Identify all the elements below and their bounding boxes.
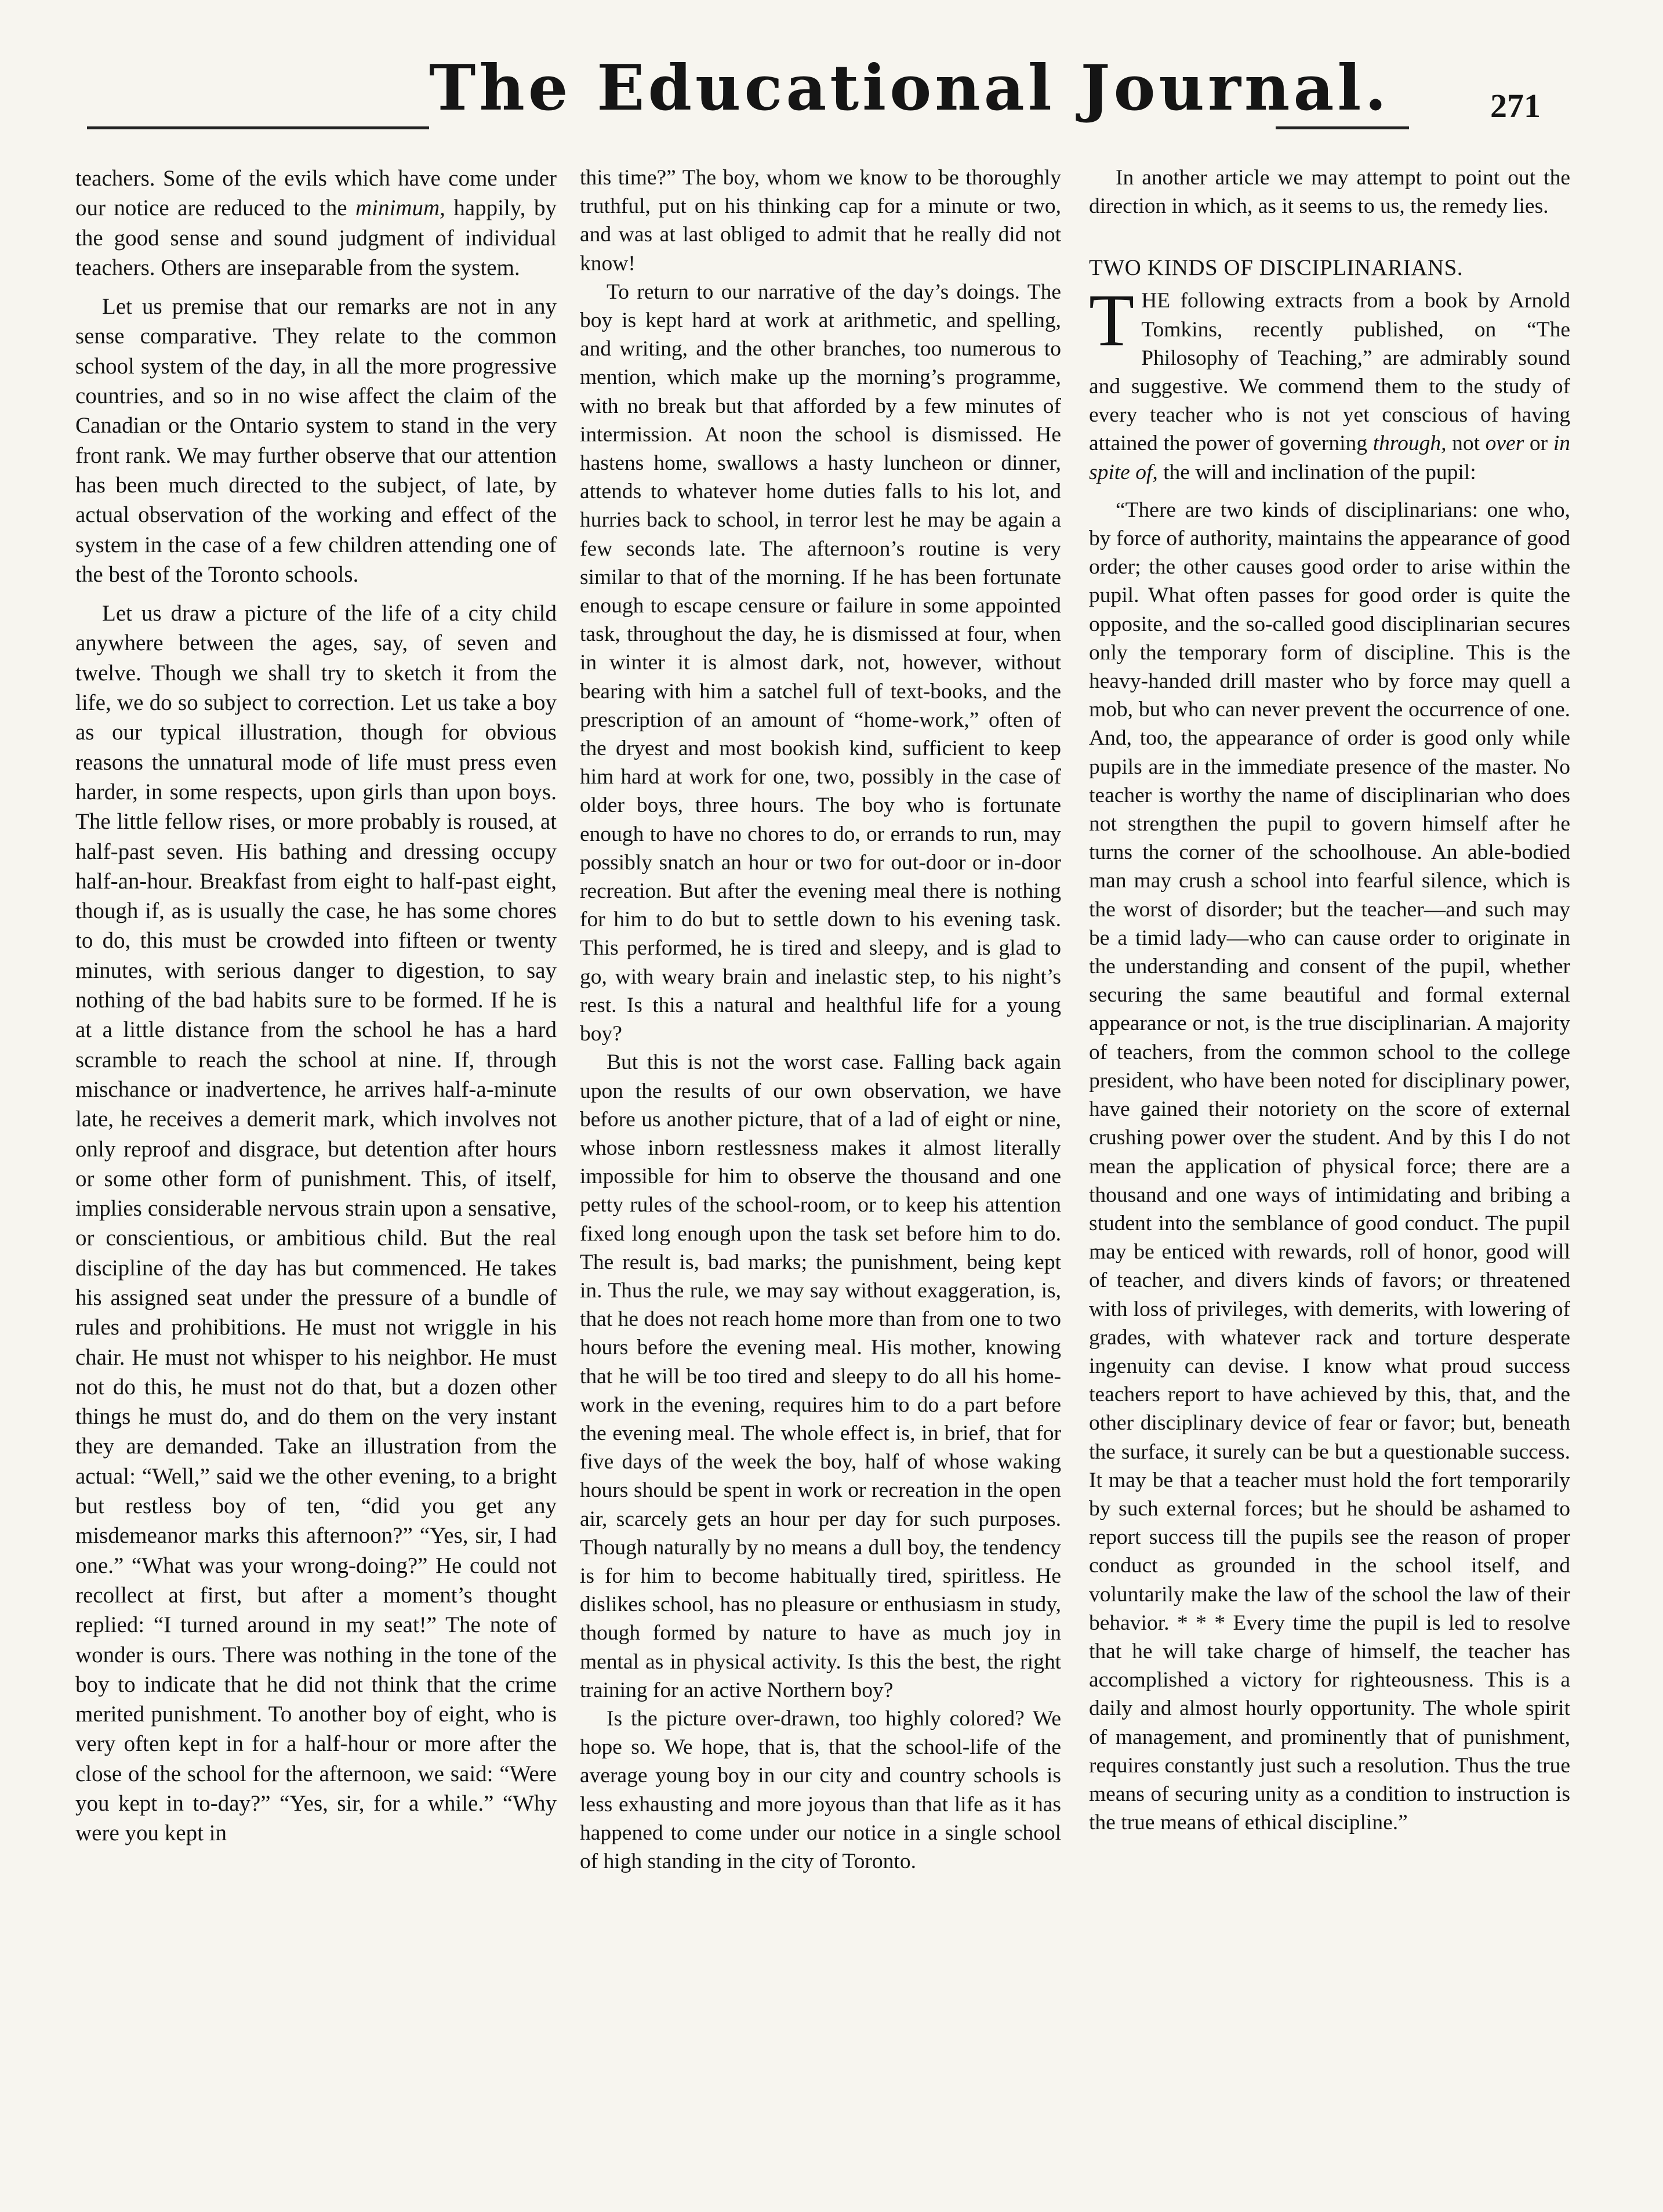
column-3: [1089, 164, 1570, 1837]
column-2: [580, 164, 1061, 1876]
column-3-paragraph-1: In another article we may attempt to point out the direction in which, as it seems to us, the remedy lies.: [1089, 166, 1570, 219]
disciplinarian-quote: “There are two kinds of disciplinarians: one who, by force of authority, maintains the appearance of good order; the other causes good order to arise within the pupil. What often passes for good order is quite the opposite, and the so-called good disciplinarian secures only the temporary form of discipline. This is the heavy-handed drill master who by force may quell a mob, but who can never prevent the occurrence of one. And, too, the appearance of order is good only while pupils are in the immediate presence of the master. No teacher is worthy the name of disciplinarian who does not strengthen the pupil to govern himself after he turns the corner of the schoolhouse. An able-bodied man may crush a school into fearful silence, which is the worst of disorder; but the teacher—and such may be a timid lady—who can cause order to originate in the understanding and consent of the pupil, whether securing the same beautiful and formal external appearance or not, is the true disciplinarian. A majority of teachers, from the common school to the college president, who have been noted for disciplinary power, have gained their notoriety on the score of external crushing power over the student. And by this I do not mean the application of physical force; there are a thousand and one ways of intimidating and bribing a student into the semblance of good conduct. The pupil may be enticed with rewards, roll of honor, good will of teacher, and divers kinds of favors; or threatened with loss of privileges, with demerits, with lowering of grades, with whatever rack and torture desperate ingenuity can devise. I know what proud success teachers report to have achieved by this, that, and the other disciplinary device of fear or favor; but, beneath the surface, it surely can be but a questionable success. It may be that a teacher must hold the fort temporarily by such external forces; but he should be ashamed to report success till the pupils see the reason of proper conduct as grounded in the school itself, and voluntarily make the law of the school the law of their behavior. * * * Every time the pupil is led to resolve that he will take charge of himself, the teacher has accomplished a victory for righteousness. This is a daily and almost hourly opportunity. The whole spirit of management, and prominently that of punishment, requires constantly just such a resolution. Thus the true means of securing unity as a condition to instruction is the true means of ethical discipline.”: [1089, 498, 1570, 1835]
column-1-paragraph-2: Let us premise that our remarks are not in any sense comparative. They relate to the common school system of the day, in all the more progressive countries, and so in no wise affect the claim of the Canadian or the Ontario system to stand in the very front rank. We may further observe that our attention has been much directed to the subject, of late, by actual observation of the working and effect of the system in the case of a few children attending one of the best of the Toronto schools.: [75, 294, 557, 587]
journal-title: The Educational Journal.: [429, 52, 1390, 125]
page-number: 271: [1490, 87, 1541, 125]
column-1-paragraph-1: teachers. Some of the evils which have come under our notice are reduced to the minimum, happily, by the good sense and sound judgment of individual teachers. Others are inseparable from the system.: [75, 166, 557, 280]
emphasis-minimum: minimum,: [355, 195, 445, 221]
column-1: [75, 164, 557, 1848]
drop-cap: T: [1089, 279, 1135, 362]
masthead-rule-right: [1276, 126, 1409, 129]
article-intro: THE following extracts from a book by Arnold Tomkins, recently published, on “The Philosophy of Teaching,” are admirably sound and suggestive. We commend them to the study of every teacher who is not yet conscious of having attained the power of governing through, not over or in spite of, the will and inclination of the pupil:: [1089, 279, 1570, 484]
column-2-paragraph-4: Is the picture over-drawn, too highly colored? We hope so. We hope, that is, that the school-life of the average young boy in our city and country schools is less exhausting and more joyous than that life as it has happened to come under our notice in a single school of high standing in the city of Toronto.: [580, 1706, 1061, 1873]
masthead-rule-left: [87, 126, 429, 129]
column-1-paragraph-3: Let us draw a picture of the life of a city child anywhere between the ages, say, of seven and twelve. Though we shall try to sketch it from the life, we do so subject to correction. Let us take a boy as our typical illustration, though for obvious reasons the unnatural mode of life must press even harder, in some respects, upon girls than upon boys. The little fellow rises, or more probably is roused, at half-past seven. His bathing and dressing occupy half-an-hour. Breakfast from eight to half-past eight, though if, as is usually the case, he has some chores to do, this must be crowded into fifteen or twenty minutes, with serious danger to digestion, to say nothing of the bad habits sure to be formed. If he is at a little distance from the school he has a hard scramble to reach the school at nine. If, through mischance or inadvertence, he arrives half-a-minute late, he receives a demerit mark, which involves not only reproof and disgrace, but detention after hours or some other form of punishment. This, of itself, implies considerable nervous strain upon a sensative, or conscientious, or ambitious child. But the real discipline of the day has but commenced. He takes his assigned seat under the pressure of a bundle of rules and prohibitions. He must not wriggle in his chair. He must not whisper to his neighbor. He must not do this, he must not do that, but a dozen other things he must do, and do them on the very instant they are demanded. Take an illustration from the actual: “Well,” said we the other evening, to a bright but restless boy of ten, “did you get any misdemeanor marks this afternoon?” “Yes, sir, I had one.” “What was your wrong-doing?” He could not recollect at first, but after a moment’s thought replied: “I turned around in my seat!” The note of wonder is ours. There was nothing in the tone of the boy to indicate that he did not think that the crime merited punishment. To another boy of eight, who is very often kept in for a half-hour or more after the close of the school for the afternoon, we said: “Were you kept in to-day?” “Yes, sir, for a while.” “Why were you kept in: [75, 601, 557, 1846]
column-2-paragraph-1: this time?” The boy, whom we know to be thoroughly truthful, put on his thinking cap for a minute or two, and was at last obliged to admit that he really did not know!: [580, 166, 1061, 275]
column-2-paragraph-3: But this is not the worst case. Falling back again upon the results of our own observation, we have before us another picture, that of a lad of eight or nine, whose inborn restlessness makes it almost literally impossible for him to observe the thousand and one petty rules of the school-room, or to keep his attention fixed long enough upon the task set before him to do. The result is, bad marks; the punishment, being kept in. Thus the rule, we may say without exaggeration, is, that he does not reach home more than from one to two hours before the evening meal. His mother, knowing that he will be too tired and sleepy to do all his home-work in the evening, requires him to do a part before the evening meal. The whole effect is, in brief, that for five days of the week the boy, half of whose waking hours should be spent in work or recreation in the open air, scarcely gets an hour per day for such purposes. Though naturally by no means a dull boy, the tendency is for him to become habitually tired, spiritless. He dislikes school, has no pleasure or enthusiasm in study, though formed by nature to have as much joy in mental as in physical activity. Is this the best, the right training for an active Northern boy?: [580, 1050, 1061, 1702]
section-heading: TWO KINDS OF DISCIPLINARIANS.: [1089, 255, 1464, 281]
masthead: [0, 0, 1663, 145]
column-2-paragraph-2: To return to our narrative of the day’s doings. The boy is kept hard at work at arithmetic, and spelling, and writing, and the other branches, too numerous to mention, which make up the morning’s programme, with no break but that afforded by a few minutes of intermission. At noon the school is dismissed. He hastens home, swallows a hasty luncheon or dinner, attends to whatever home duties falls to his lot, and hurries back to school, in terror lest he may be again a few seconds late. The afternoon’s routine is very similar to that of the morning. If he has been fortunate enough to escape censure or failure in some appointed task, throughout the day, he is dismissed at four, when in winter it is almost dark, not, however, without bearing with him a satchel full of text-books, and the prescription of an amount of “home-work,” often of the dryest and most bookish kind, sufficient to keep him hard at work for one, two, possibly in the case of older boys, three hours. The boy who is fortunate enough to have no chores to do, or errands to run, may possibly snatch an hour or two for out-door or in-door recreation. But after the evening meal there is nothing for him to do but to settle down to his evening task. This performed, he is tired and sleepy, and is glad to go, with weary brain and inelastic step, to his night’s rest. Is this a natural and healthful life for a young boy?: [580, 280, 1061, 1046]
